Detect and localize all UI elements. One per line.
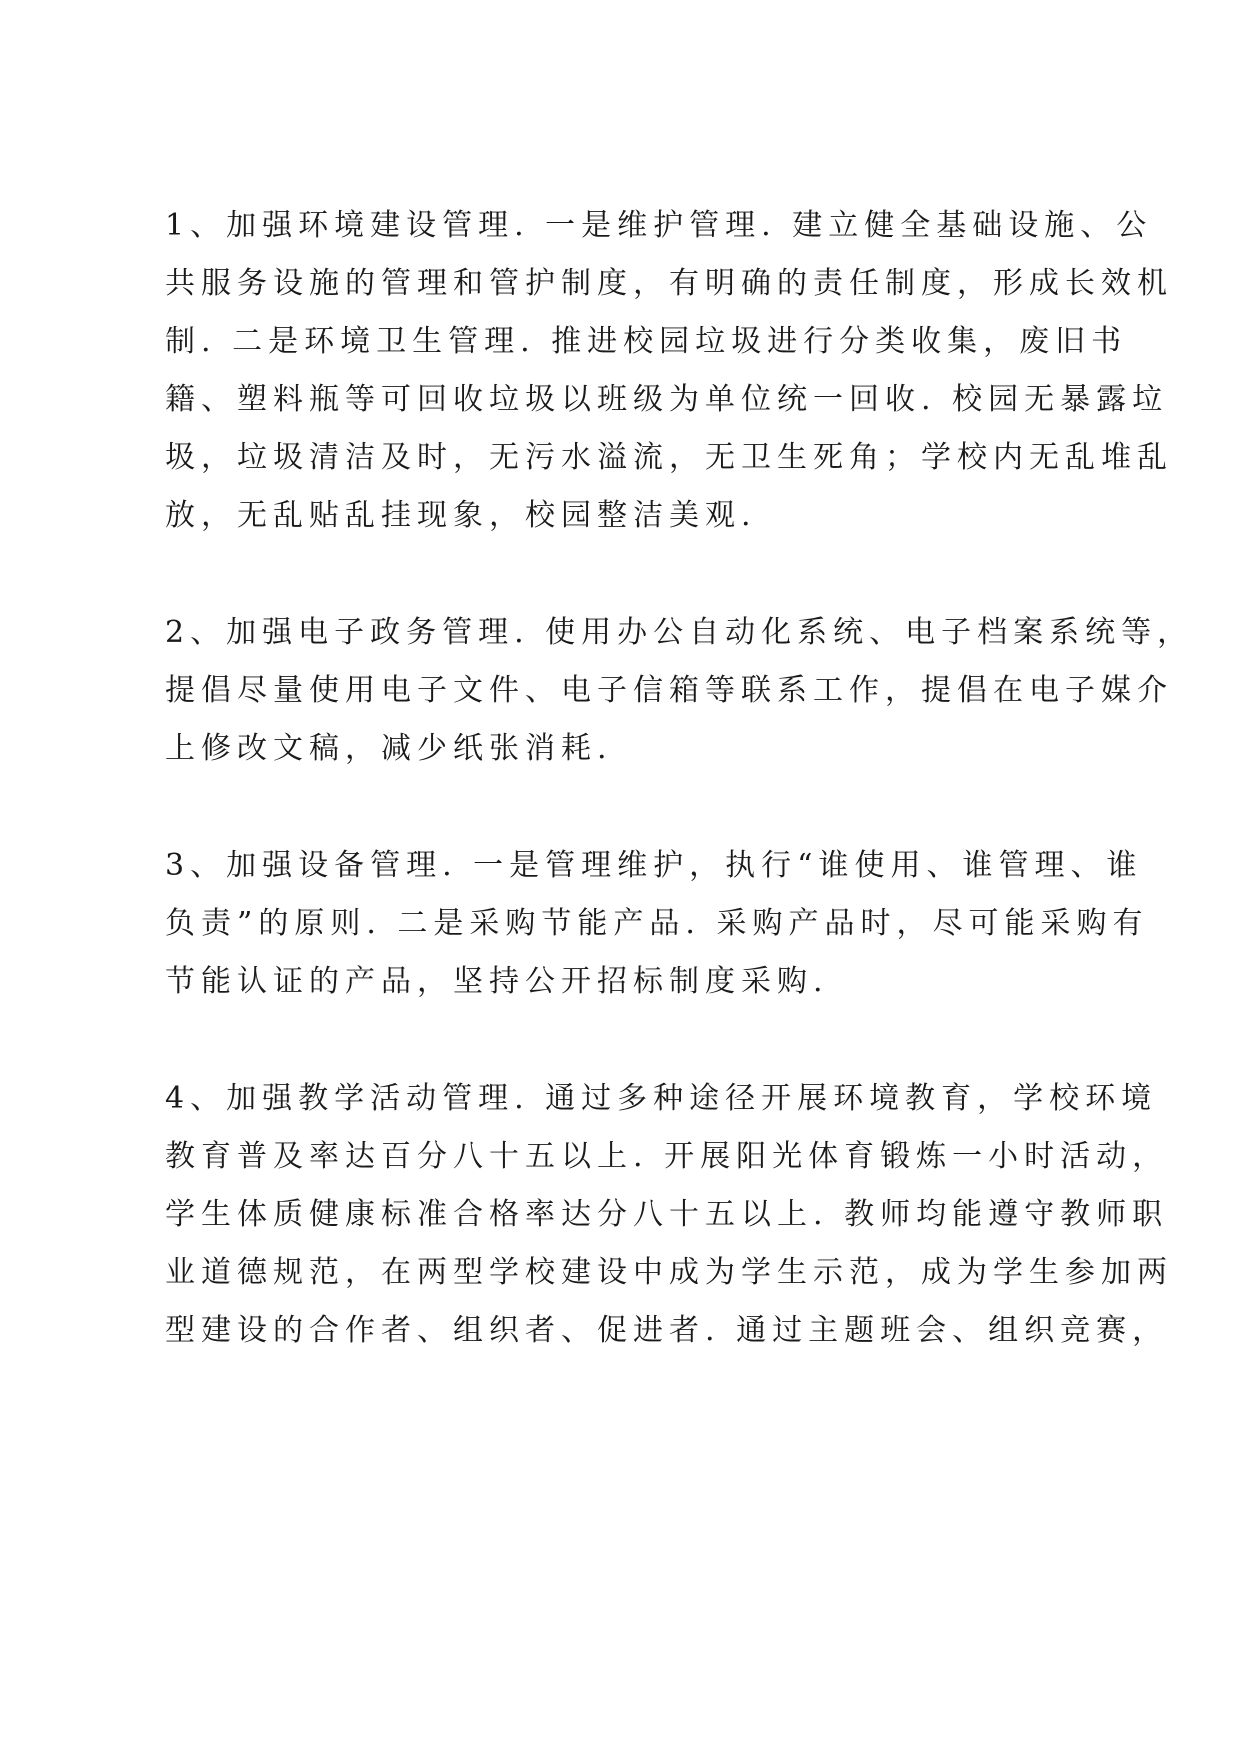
paragraph-4-line-2: 教育普及率达百分八十五以上. 开展阳光体育锻炼一小时活动， <box>165 1139 1169 1174</box>
paragraph-3-line-2: 负责”的原则. 二是采购节能产品. 采购产品时，尽可能采购有 <box>165 906 1149 941</box>
paragraph-1-line-6: 放，无乱贴乱挂现象，校园整洁美观. <box>165 498 757 533</box>
paragraph-4-line-3: 学生体质健康标准合格率达分八十五以上. 教师均能遵守教师职 <box>165 1197 1169 1232</box>
paragraph-1-line-2: 共服务设施的管理和管护制度，有明确的责任制度，形成长效机 <box>165 266 1173 301</box>
paragraph-1-line-1: 1、加强环境建设管理. 一是维护管理. 建立健全基础设施、公 <box>165 208 1153 243</box>
paragraph-3-line-1: 3、加强设备管理. 一是管理维护，执行“谁使用、谁管理、谁 <box>165 848 1143 883</box>
paragraph-1-line-5: 圾，垃圾清洁及时，无污水溢流，无卫生死角；学校内无乱堆乱 <box>165 440 1173 475</box>
paragraph-1-line-3: 制. 二是环境卫生管理. 推进校园垃圾进行分类收集，废旧书 <box>165 324 1128 359</box>
paragraph-1-line-4: 籍、塑料瓶等可回收垃圾以班级为单位统一回收. 校园无暴露垃 <box>165 382 1169 417</box>
paragraph-4-line-4: 业道德规范，在两型学校建设中成为学生示范，成为学生参加两 <box>165 1255 1173 1290</box>
paragraph-4-line-1: 4、加强教学活动管理. 通过多种途径开展环境教育，学校环境 <box>165 1081 1158 1116</box>
paragraph-4-line-5: 型建设的合作者、组织者、促进者. 通过主题班会、组织竞赛， <box>165 1313 1169 1348</box>
paragraph-2-line-2: 提倡尽量使用电子文件、电子信箱等联系工作，提倡在电子媒介 <box>165 673 1173 708</box>
paragraph-2-line-3: 上修改文稿，减少纸张消耗. <box>165 731 613 766</box>
paragraph-3-line-3: 节能认证的产品，坚持公开招标制度采购. <box>165 964 829 999</box>
paragraph-2-line-1: 2、加强电子政务管理. 使用办公自动化系统、电子档案系统等， <box>165 615 1194 650</box>
